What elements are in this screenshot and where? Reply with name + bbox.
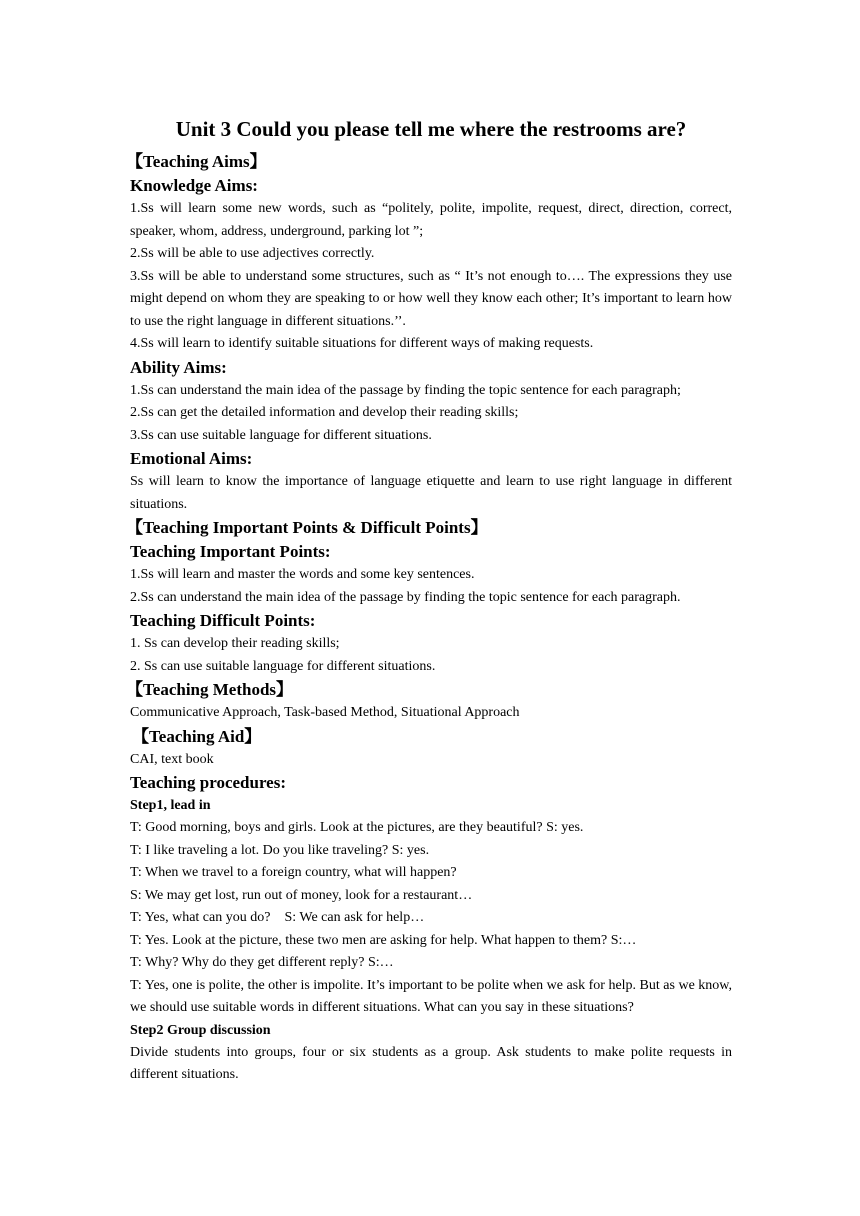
important-points-heading: Teaching Important Points: bbox=[130, 542, 331, 561]
dialogue-line: T: I like traveling a lot. Do you like traveling? S: yes. bbox=[130, 842, 430, 858]
teaching-methods-text: Communicative Approach, Task-based Method, Situational Approach bbox=[130, 705, 520, 720]
dialogue-line: S: We may get lost, run out of money, look for a restaurant… bbox=[130, 887, 473, 903]
important-point-item: 1.Ss will learn and master the words and some key sentences. bbox=[130, 567, 475, 582]
dialogue-line: T: Good morning, boys and girls. Look at the pictures, are they beautiful? S: yes. bbox=[130, 820, 584, 835]
knowledge-aim-item: 4.Ss will learn to identify suitable situations for different ways of making requests. bbox=[130, 336, 594, 351]
document-title: Unit 3 Could you please tell me where the restrooms are? bbox=[175, 117, 687, 141]
ability-aim-item: 1.Ss can understand the main idea of the passage by finding the topic sentence for each paragraph; bbox=[130, 382, 681, 398]
knowledge-aim-item: 1.Ss will learn some new words, such as “politely, polite, impolite, request, direct, direction, correct, speaker, whom, address, underground, parking lot ”; bbox=[130, 201, 732, 239]
dialogue-line: T: Yes. Look at the picture, these two men are asking for help. What happen to them? S:… bbox=[130, 932, 637, 948]
emotional-aims-heading: Emotional Aims: bbox=[130, 449, 253, 468]
dialogue-line: T: Why? Why do they get different reply? S:… bbox=[130, 955, 394, 970]
step2-text: Divide students into groups, four or six students as a group. Ask students to make polite requests in different situations. bbox=[130, 1044, 732, 1082]
ability-aim-item: 3.Ss can use suitable language for different situations. bbox=[130, 427, 432, 443]
important-point-item: 2.Ss can understand the main idea of the passage by finding the topic sentence for each paragraph. bbox=[130, 589, 681, 605]
document-page bbox=[126, 112, 732, 1087]
ability-aim-item: 2.Ss can get the detailed information and develop their reading skills; bbox=[130, 405, 519, 420]
points-heading: 【Teaching Important Points & Difficult Points】 bbox=[126, 518, 488, 537]
difficult-point-item: 1. Ss can develop their reading skills; bbox=[130, 636, 340, 651]
emotional-aim-text: Ss will learn to know the importance of language etiquette and learn to use right language in different situations. bbox=[130, 474, 732, 512]
teaching-aid-heading: 【Teaching Aid】 bbox=[132, 726, 262, 746]
ability-aims-heading: Ability Aims: bbox=[130, 357, 227, 377]
step2-heading: Step2 Group discussion bbox=[130, 1022, 271, 1038]
teaching-aims-heading: 【Teaching Aims】 bbox=[126, 152, 267, 171]
dialogue-line: T: When we travel to a foreign country, what will happen? bbox=[130, 865, 457, 880]
knowledge-aim-item: 2.Ss will be able to use adjectives correctly. bbox=[130, 246, 375, 261]
difficult-point-item: 2. Ss can use suitable language for different situations. bbox=[130, 658, 436, 674]
knowledge-aim-item: 3.Ss will be able to understand some structures, such as “ It’s not enough to…. The expressions they use might depend on whom they are speaking to or how well they know each other; It’s important to learn how to use the right language in different situations.’’. bbox=[130, 268, 732, 329]
dialogue-line: T: Yes, one is polite, the other is impolite. It’s important to be polite when we ask for help. But as we know, we should use suitable words in different situations. What can you say in these situations? bbox=[130, 977, 732, 1015]
dialogue-line: T: Yes, what can you do? S: We can ask for help… bbox=[130, 910, 425, 925]
step1-heading: Step1, lead in bbox=[130, 798, 211, 813]
teaching-aid-text: CAI, text book bbox=[130, 751, 214, 767]
difficult-points-heading: Teaching Difficult Points: bbox=[130, 611, 316, 630]
teaching-procedures-heading: Teaching procedures: bbox=[130, 773, 287, 792]
teaching-methods-heading: 【Teaching Methods】 bbox=[126, 680, 294, 699]
knowledge-aims-heading: Knowledge Aims: bbox=[130, 176, 258, 195]
